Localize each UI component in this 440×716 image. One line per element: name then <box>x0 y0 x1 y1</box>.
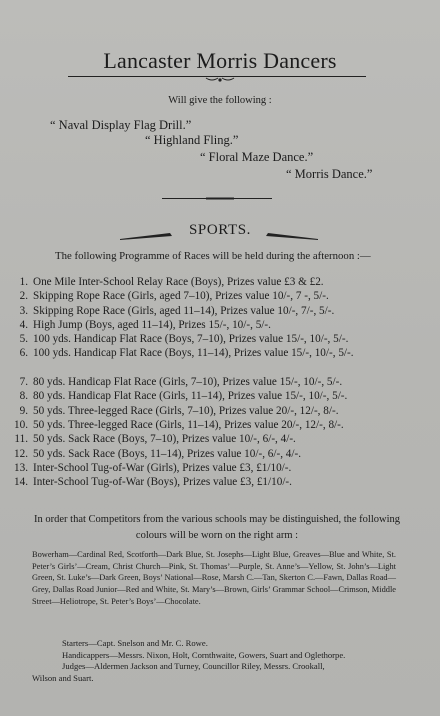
colours-intro: In order that Competitors from the various schools may be distinguished, the following colours will be worn on the right arm : <box>34 514 400 541</box>
list-item: 3. Skipping Rope Race (Girls, aged 11–14), Prizes value 10/-, 7/-, 5/-. <box>19 304 335 317</box>
list-item: 5. 100 yds. Handicap Flat Race (Boys, 7–10), Prizes value 15/-, 10/-, 5/-. <box>19 333 349 346</box>
starters-line: Starters—Capt. Snelson and Mr. C. Rowe. <box>62 638 208 648</box>
race-list <box>10 275 410 489</box>
dance-1: “ Naval Display Flag Drill.” <box>50 118 192 132</box>
list-item: 2. Skipping Rope Race (Girls, aged 7–10), Prizes value 10/-, 7 -, 5/-. <box>19 290 329 303</box>
list-item: 13. Inter-School Tug-of-War (Girls), Prizes value £3, £1/10/-. <box>14 461 292 474</box>
list-item: 11. 50 yds. Sack Race (Boys, 7–10), Prizes value 10/-, 6/-, 4/-. <box>14 433 296 446</box>
list-item: 7. 80 yds. Handicap Flat Race (Girls, 7–10), Prizes value 15/-, 10/-, 5/-. <box>19 376 343 389</box>
title-ornament-icon <box>200 76 240 84</box>
list-item: 8. 80 yds. Handicap Flat Race (Girls, 11–14), Prizes value 15/-, 10/-, 5/-. <box>19 390 348 403</box>
dance-2: “ Highland Fling.” <box>145 133 239 147</box>
intro-line: Will give the following : <box>168 95 272 106</box>
list-item: 6. 100 yds. Handicap Flat Race (Boys, 11–14), Prizes value 15/-, 10/-, 5/-. <box>19 347 354 360</box>
school-colours-list: Bowerham—Cardinal Red, Scotforth—Dark Blue, St. Josephs—Light Blue, Greaves—Blue and White, St. Peter’s Girls’—Cream, Christ Church—Pink, St. Thomas’—Purple, St. Anne’s—Yellow, St. John’s—Light Green, St. Luke’s—Dark Green, Boys’ National—Rose, Marsh C.—Tan, Skerton C.—Fawn, Dallas Road—Grey, Dallas Road Junior—Red and White, St. Mary’s—Brown, Girls’ Grammar School—Crimson, Middle Street—Heliotrope, St. Peter’s Boys’—Chocolate. <box>32 550 396 606</box>
sports-heading: SPORTS. <box>188 222 252 238</box>
page-title: Lancaster Morris Dancers <box>103 48 337 73</box>
list-item: 9. 50 yds. Three-legged Race (Girls, 7–10), Prizes value 20/-, 12/-, 8/-. <box>19 404 339 417</box>
officials-block <box>32 638 402 685</box>
list-item: 1. One Mile Inter-School Relay Race (Boys), Prizes value £3 & £2. <box>19 276 324 288</box>
handicappers-line: Handicappers—Messrs. Nixon, Holt, Cornthwaite, Gowers, Suart and Oglethorpe. <box>62 649 346 660</box>
list-item: 14. Inter-School Tug-of-War (Boys), Prizes value £3, £1/10/-. <box>14 476 292 489</box>
divider-ornament-icon <box>206 196 234 201</box>
judges-line: Judges—Aldermen Jackson and Turney, Councillor Riley, Messrs. Crookall, <box>62 661 325 672</box>
programme-intro: The following Programme of Races will be held during the afternoon :— <box>55 250 371 262</box>
judges-line-continued: Wilson and Suart. <box>32 673 94 684</box>
dance-4: “ Morris Dance.” <box>286 167 373 181</box>
list-item: 12. 50 yds. Sack Race (Boys, 11–14), Prizes value 10/-, 6/-, 4/-. <box>14 447 302 460</box>
right-flourish-icon <box>264 231 320 241</box>
list-item: 4. High Jump (Boys, aged 11–14), Prizes 15/-, 10/-, 5/-. <box>19 318 271 331</box>
list-item: 10. 50 yds. Three-legged Race (Girls, 11–14), Prizes value 20/-, 12/-, 8/-. <box>14 418 344 431</box>
dance-3: “ Floral Maze Dance.” <box>200 150 314 164</box>
